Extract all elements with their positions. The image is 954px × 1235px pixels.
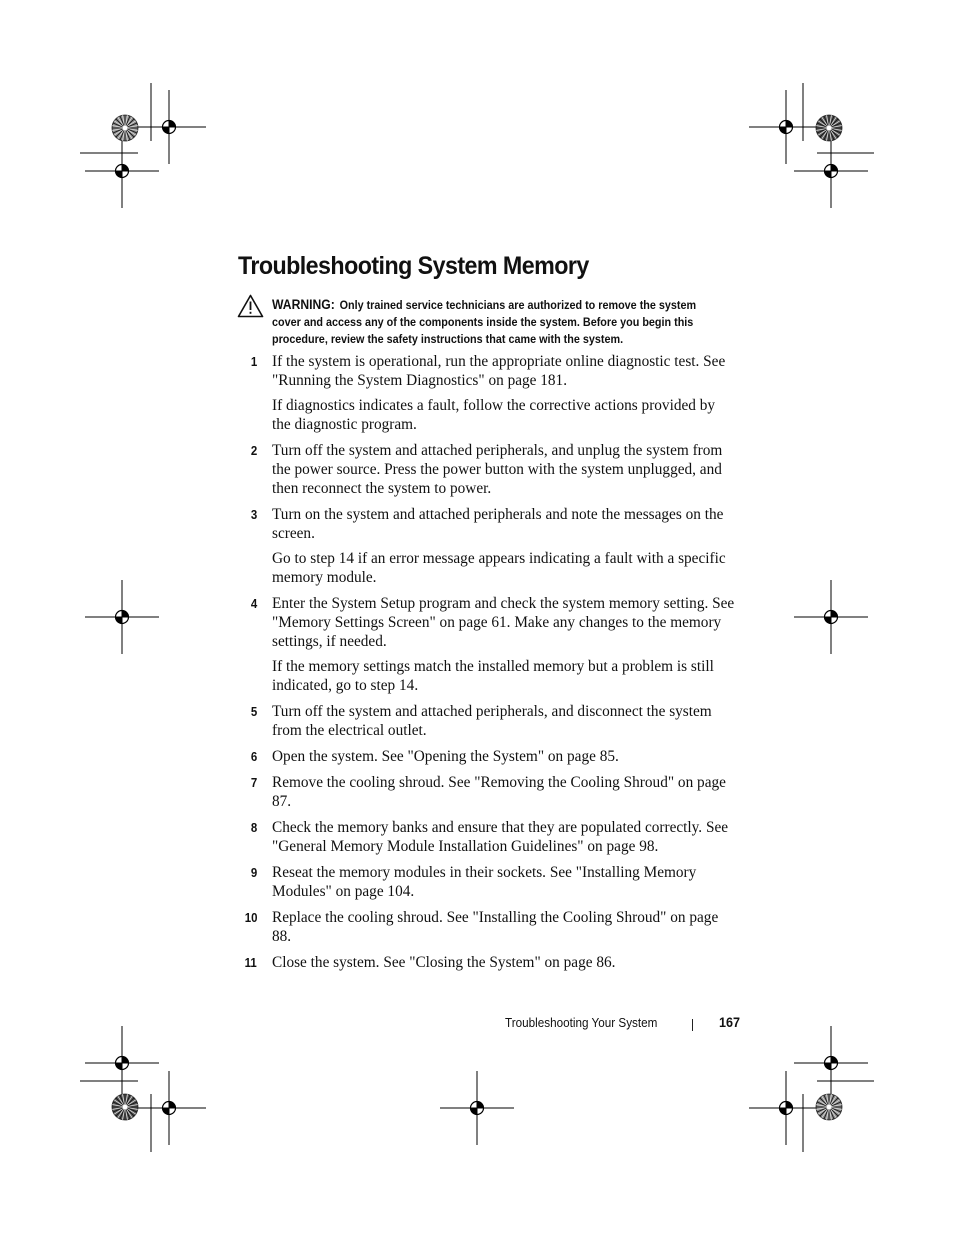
list-item (0, 505, 954, 587)
step-body (272, 702, 737, 740)
registration-crosshair-icon (440, 1071, 514, 1145)
page-number: 167 (719, 1014, 741, 1030)
step-body (272, 747, 737, 766)
procedure-steps (0, 352, 954, 979)
starburst-target-icon (816, 115, 842, 141)
step-number: 6 (250, 749, 257, 764)
list-item (0, 441, 954, 498)
step-text: Turn off the system and attached peripherals, and disconnect the system from the electrical outlet. (272, 703, 712, 739)
step-text: Remove the cooling shroud. See "Removing the Cooling Shroud" on page 87. (272, 774, 726, 810)
starburst-target-icon (112, 1094, 138, 1120)
warning-label: WARNING: (272, 297, 335, 312)
step-body (272, 818, 737, 856)
registration-crosshair-icon (85, 1026, 159, 1100)
step-body (272, 773, 737, 811)
warning-body: Only trained service technicians are authorized to remove the system cover and access any of the components inside the system. Before you begin this procedure, review the safety instructions that came with the system. (272, 298, 697, 346)
step-number: 10 (244, 910, 257, 925)
list-item (0, 352, 954, 434)
step-number: 4 (250, 596, 257, 611)
step-body (272, 908, 737, 946)
step-note: If diagnostics indicates a fault, follow the corrective actions provided by the diagnostic program. (272, 397, 716, 433)
step-number: 3 (250, 507, 257, 522)
registration-crosshair-icon (749, 1071, 823, 1145)
warning-notice (272, 296, 704, 348)
registration-crosshair-icon (132, 90, 206, 164)
step-number: 5 (250, 704, 257, 719)
step-text: Reseat the memory modules in their sockets. See "Installing Memory Modules" on page 104. (272, 864, 697, 900)
list-item (0, 863, 954, 901)
registration-crosshair-icon (794, 1026, 868, 1100)
step-number: 7 (250, 775, 257, 790)
footer-divider (692, 1019, 693, 1031)
step-text: Replace the cooling shroud. See "Installing the Cooling Shroud" on page 88. (272, 909, 719, 945)
step-text: Check the memory banks and ensure that they are populated correctly. See "General Memory Module Installation Guidelines" on page 98. (272, 819, 729, 855)
list-item (0, 953, 954, 972)
list-item (0, 818, 954, 856)
warning-triangle-icon (237, 294, 264, 318)
footer-section-title: Troubleshooting Your System (505, 1015, 658, 1030)
step-number: 1 (250, 354, 257, 369)
step-note: If the memory settings match the installed memory but a problem is still indicated, go to step 14. (272, 658, 714, 694)
starburst-target-icon (112, 115, 138, 141)
step-body (272, 863, 737, 901)
list-item (0, 594, 954, 695)
step-text: Open the system. See "Opening the System" on page 85. (272, 748, 619, 765)
registration-crosshair-icon (749, 90, 823, 164)
step-text: Enter the System Setup program and check the system memory setting. See "Memory Settings Screen" on page 61. Make any changes to the memory settings, if needed. (272, 595, 735, 650)
list-item (0, 702, 954, 740)
page-title: Troubleshooting System Memory (238, 252, 589, 280)
step-body (272, 594, 737, 695)
registration-crosshair-icon (132, 1071, 206, 1145)
list-item (0, 773, 954, 811)
step-text: Close the system. See "Closing the System" on page 86. (272, 954, 616, 971)
step-body (272, 953, 737, 972)
step-body (272, 352, 737, 434)
step-text: If the system is operational, run the appropriate online diagnostic test. See "Running the System Diagnostics" on page 181. (272, 353, 726, 389)
registration-crosshair-icon (85, 134, 159, 208)
step-number: 11 (244, 955, 257, 970)
step-note: Go to step 14 if an error message appears indicating a fault with a specific memory module. (272, 550, 726, 586)
step-text: Turn off the system and attached peripherals, and unplug the system from the power source. Press the power button with the system unplugged, and then reconnect the system to power. (272, 442, 723, 497)
starburst-target-icon (816, 1094, 842, 1120)
step-number: 9 (250, 865, 257, 880)
list-item (0, 908, 954, 946)
list-item (0, 747, 954, 766)
step-body (272, 441, 737, 498)
registration-crosshair-icon (794, 134, 868, 208)
step-body (272, 505, 737, 587)
step-number: 2 (250, 443, 257, 458)
step-number: 8 (250, 820, 257, 835)
step-text: Turn on the system and attached peripherals and note the messages on the screen. (272, 506, 724, 542)
